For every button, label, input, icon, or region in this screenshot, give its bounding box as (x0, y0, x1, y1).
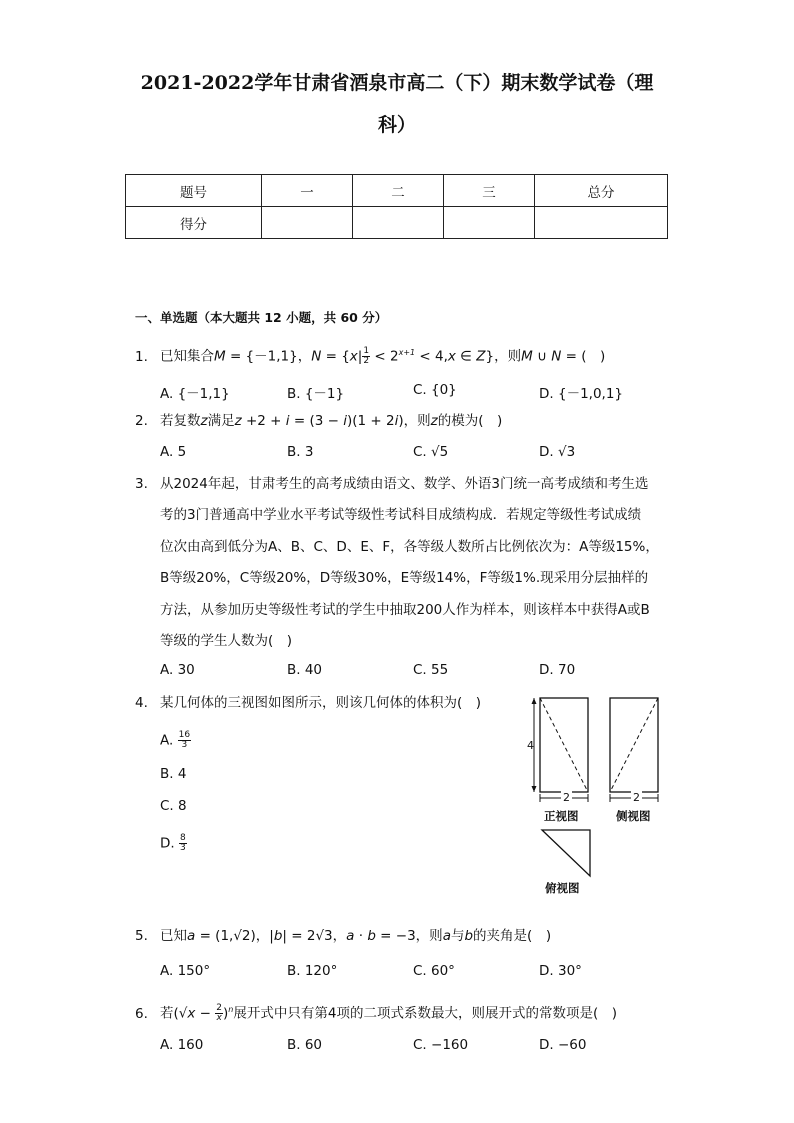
q5-vector: b (464, 928, 474, 944)
q5-option-b: B. 120° (287, 963, 338, 979)
q6-text: 展开式中只有第4项的二项式系数最大，则展开式的常数项是( ) (233, 1005, 617, 1022)
question-number: 2. (135, 413, 148, 429)
q2-option-a: A. 5 (160, 444, 187, 460)
q3-option-d: D. 70 (539, 662, 576, 678)
score-row-label: 得分 (126, 207, 262, 239)
score-header-cell: 三 (444, 175, 535, 207)
q6-fraction: $\frac{2}{x}$ (216, 1003, 223, 1023)
score-cell (353, 207, 444, 239)
q5-vector: b (273, 928, 283, 944)
question-number: 3. (135, 476, 148, 492)
q1-option-c: C. {0} (413, 382, 457, 398)
q3-option-b: B. 40 (287, 662, 323, 678)
question-3 (135, 469, 160, 500)
q2-text: )(1 + 2 (346, 413, 395, 429)
side-view-label: 侧视图 (616, 809, 651, 823)
q2-text: 若复数 (160, 413, 201, 429)
q2-option-d: D. √3 (539, 444, 576, 460)
q5-option-a: A. 150° (160, 963, 211, 979)
q1-var: N (311, 348, 322, 365)
q2-text: )，则 (398, 413, 431, 429)
score-cell (444, 207, 535, 239)
score-table-header-row (126, 175, 668, 207)
q2-var: i (343, 413, 347, 429)
q1-text: = ( ) (561, 348, 606, 365)
q2-text: +2 + (241, 413, 286, 429)
q6-option-a: A. 160 (160, 1037, 204, 1053)
q2-var: z (200, 413, 208, 429)
section-title: 一、单选题（本大题共 12 小题，共 60 分） (135, 310, 388, 325)
q5-option-c: C. 60° (413, 963, 455, 979)
q5-text: · (354, 928, 368, 944)
q3-line: 从2024年起，甘肃考生的高考成绩由语文、数学、外语3门统一高考成绩和考生选 (160, 476, 649, 492)
three-view-figure (520, 690, 670, 900)
q6-var: x (187, 1005, 196, 1022)
score-cell (262, 207, 353, 239)
q1-text: ∪ (532, 348, 552, 365)
q5-text: 与 (450, 928, 465, 944)
top-view-label: 俯视图 (545, 881, 580, 895)
q1-option-d: D. {－1,0,1} (539, 386, 624, 402)
q4-option-a: A. $\frac{16}{3}$ (160, 730, 191, 750)
q5-text: = (1,√2)，| (195, 928, 274, 944)
q5-vector: a (442, 928, 451, 944)
q6-text: − (195, 1005, 216, 1022)
side-width-label: 2 (633, 791, 640, 804)
q3-line: 考的3门普通高中学业水平考试等级性考试科目成绩构成．若规定等级性考试成绩 (160, 507, 642, 523)
score-header-cell: 总分 (535, 175, 668, 207)
q2-var: z (430, 413, 438, 429)
question-number: 6. (135, 1005, 148, 1022)
q1-fraction: $\frac{1}{2}$ (363, 346, 370, 366)
question-number: 5. (135, 928, 148, 944)
question-1 (135, 337, 605, 373)
q1-text: < 4, (415, 348, 448, 365)
q5-option-d: D. 30° (539, 963, 582, 979)
q5-vector: a (187, 928, 196, 944)
q5-vector: a (346, 928, 355, 944)
side-view (610, 698, 658, 792)
q1-var: Z (476, 348, 486, 365)
exam-title-line2: 科） (377, 114, 416, 136)
q2-var: i (285, 413, 290, 429)
q5-text: = −3，则 (375, 928, 443, 944)
height-label: 4 (527, 739, 534, 752)
q3-option-a: A. 30 (160, 662, 195, 678)
q2-option-b: B. 3 (287, 444, 314, 460)
q1-option-a: A. {－1,1} (160, 386, 230, 402)
exam-title-line1: 2021-2022学年甘肃省酒泉市高二（下）期末数学试卷（理 (140, 72, 654, 94)
q1-option-b: B. {－1} (287, 386, 345, 402)
q1-var: x (447, 348, 456, 365)
score-table-row (126, 207, 668, 239)
q5-text: 已知 (160, 928, 187, 944)
q1-text: 已知集合 (160, 348, 214, 365)
q4-option-c: C. 8 (160, 798, 187, 814)
q2-text: 满足 (207, 413, 235, 429)
question-6 (135, 994, 617, 1030)
q3-line: B等级20%，C等级20%，D等级30%，E等级14%，F等级1%.现采用分层抽样的 (160, 570, 649, 586)
q1-var: M (521, 348, 533, 365)
q6-option-b: B. 60 (287, 1037, 323, 1053)
q4-option-a-fraction: $\frac{16}{3}$ (178, 730, 191, 750)
q1-text: }，则 (485, 348, 522, 365)
q1-var: x (349, 348, 358, 365)
q6-option-d: D. −60 (539, 1037, 587, 1053)
q2-text: 的模为( ) (437, 413, 503, 429)
question-number: 4. (135, 695, 148, 711)
score-header-cell: 题号 (126, 175, 262, 207)
q2-var: i (394, 413, 399, 429)
q6-text: 若(√ (160, 1005, 188, 1022)
q4-text: 某几何体的三视图如图所示，则该几何体的体积为( ) (160, 695, 482, 711)
score-header-cell: 二 (353, 175, 444, 207)
q3-line: 位次由高到低分为A、B、C、D、E、F，各等级人数所占比例依次为：A等级15%， (160, 539, 659, 555)
q6-text: ) (223, 1005, 229, 1022)
q2-var: z (234, 413, 242, 429)
question-number: 1. (135, 348, 148, 365)
q2-option-c: C. √5 (413, 444, 449, 460)
score-header-cell: 一 (262, 175, 353, 207)
q1-text: | (357, 348, 363, 365)
q6-exponent: n (228, 1005, 234, 1014)
front-view-label: 正视图 (544, 809, 579, 823)
q1-exponent: x+1 (398, 348, 416, 357)
q1-var: N (551, 348, 562, 365)
q1-var: M (214, 348, 226, 365)
score-cell (535, 207, 668, 239)
q3-option-c: C. 55 (413, 662, 449, 678)
q4-option-d-fraction: $\frac{8}{3}$ (179, 833, 186, 853)
q4-option-b: B. 4 (160, 766, 187, 782)
q5-text: | = 2√3， (282, 928, 347, 944)
q6-option-c: C. −160 (413, 1037, 469, 1053)
q3-line: 方法，从参加历史等级性考试的学生中抽取200人作为样本，则该样本中获得A或B (160, 602, 650, 618)
q3-line: 等级的学生人数为( ) (160, 633, 293, 649)
top-view (542, 830, 590, 876)
front-width-label: 2 (563, 791, 570, 804)
q5-vector: b (367, 928, 376, 944)
question-2 (135, 406, 502, 437)
q4-option-d: D. $\frac{8}{3}$ (160, 833, 186, 853)
q1-text: < 2 (370, 348, 399, 365)
q1-text: ∈ (455, 348, 477, 365)
q2-text: = (3 − (289, 413, 344, 429)
q5-text: 的夹角是( ) (473, 928, 552, 944)
front-view (540, 698, 588, 792)
question-5 (135, 921, 551, 952)
score-table (125, 174, 668, 239)
q1-text: = {－1,1}， (225, 348, 312, 365)
q1-text: = { (321, 348, 350, 365)
question-4 (135, 688, 481, 719)
